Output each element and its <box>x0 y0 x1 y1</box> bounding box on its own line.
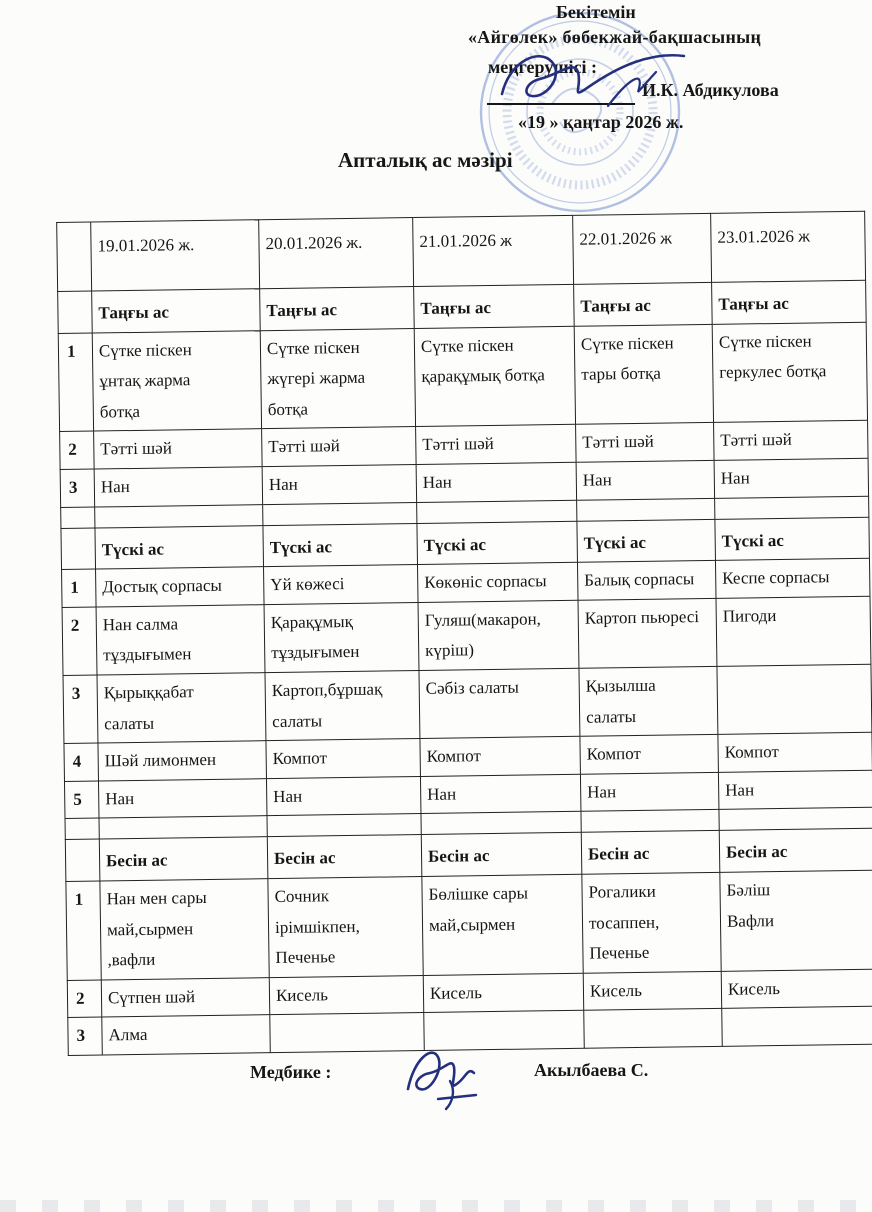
menu-row <box>62 596 871 675</box>
spacer-cell <box>267 814 421 837</box>
menu-cell: Компот <box>580 734 719 774</box>
menu-cell: Достық сорпасы <box>96 567 265 607</box>
menu-cell: Картоп пьюресі <box>578 598 717 668</box>
menu-cell: Компот <box>718 732 872 772</box>
row-number: 3 <box>68 1017 103 1055</box>
date-cell: 21.01.2026 ж <box>413 215 574 286</box>
meal-section-label: Таңғы ас <box>414 284 575 328</box>
spacer-cell <box>99 816 267 839</box>
spacer-cell <box>421 812 581 835</box>
menu-cell: Көкөніс сорпасы <box>417 562 578 602</box>
row-number: 1 <box>62 569 97 607</box>
spacer-cell <box>61 507 95 528</box>
row-number: 1 <box>58 333 93 432</box>
spacer-cell <box>715 496 869 519</box>
menu-cell: Сүтпен шәй <box>101 977 270 1017</box>
menu-cell: Қызылша салаты <box>579 666 718 736</box>
row-number: 2 <box>60 431 95 469</box>
organization-name: «Айгөлек» бөбекжай-бақшасының <box>468 27 762 47</box>
row-number: 2 <box>67 980 102 1018</box>
menu-cell: Сүтке піскен қарақұмық ботқа <box>414 326 575 427</box>
nurse-signature-icon <box>398 1037 503 1119</box>
weekly-menu-table <box>56 211 872 1056</box>
menu-cell: Нан мен сары май,сырмен ,вафли <box>100 879 269 980</box>
menu-row <box>58 322 867 432</box>
spacer-cell <box>263 502 417 525</box>
menu-cell: Кисель <box>721 969 872 1009</box>
menu-cell: Картоп,бұршақ салаты <box>265 670 420 740</box>
date-cell: 23.01.2026 ж <box>711 211 866 282</box>
menu-cell: Кисель <box>269 975 424 1015</box>
meal-section-label: Түскі ас <box>95 525 264 569</box>
menu-cell: Алма <box>102 1015 271 1055</box>
menu-cell: Тәтті шәй <box>576 423 715 463</box>
num-cell <box>65 839 100 881</box>
director-signature-icon <box>488 42 723 117</box>
menu-cell: Нан <box>266 776 421 816</box>
spacer-cell <box>95 504 263 527</box>
spacer-cell <box>577 498 715 521</box>
approval-word: Бекітемін <box>556 2 636 22</box>
menu-cell: Сүтке піскен ұнтақ жарма ботқа <box>92 330 261 431</box>
menu-cell: Қырыққабат салаты <box>97 673 266 744</box>
director-name: И.К. Абдикулова <box>642 80 779 100</box>
menu-cell: Нан <box>576 460 715 500</box>
menu-cell: Гуляш(макарон, күріш) <box>418 600 579 670</box>
footer <box>0 1035 872 1125</box>
menu-cell: Нан <box>714 458 869 498</box>
menu-cell: Қарақұмық тұздығымен <box>264 602 419 672</box>
page-title: Апталық ас мәзірі <box>338 148 513 172</box>
menu-row <box>63 664 872 743</box>
menu-cell: Сүтке піскен тары ботқа <box>574 324 713 425</box>
menu-cell: Тәтті шәй <box>94 429 263 469</box>
menu-cell: Сүтке піскен геркулес ботқа <box>712 322 867 423</box>
menu-cell: Компот <box>266 739 421 779</box>
row-number: 3 <box>60 469 95 507</box>
row-number: 5 <box>64 781 99 819</box>
num-cell <box>58 291 93 333</box>
nurse-label: Медбике : <box>250 1062 332 1082</box>
row-number: 3 <box>63 675 98 744</box>
meal-section-label: Бесін ас <box>581 831 720 875</box>
date-cell: 20.01.2026 ж. <box>259 218 414 289</box>
menu-cell: Нан <box>98 778 267 818</box>
meal-section-label: Таңғы ас <box>712 280 867 324</box>
row-number: 2 <box>62 607 97 676</box>
menu-cell: Сочник ірімшікпен, Печенье <box>268 876 423 977</box>
menu-cell: Пигоди <box>716 596 871 666</box>
row-number: 1 <box>66 881 101 980</box>
menu-cell: Нан <box>94 467 263 507</box>
spacer-cell <box>65 818 99 839</box>
meal-section-label: Түскі ас <box>577 519 716 563</box>
menu-cell: Нан <box>262 465 417 505</box>
meal-section-label: Түскі ас <box>417 521 578 565</box>
menu-cell: Нан <box>416 462 577 502</box>
menu-cell: Бөлішке сары май,сырмен <box>422 874 583 975</box>
meal-section-label: Түскі ас <box>715 517 870 561</box>
menu-cell: Тәтті шәй <box>416 425 577 465</box>
menu-cell: Бәліш Вафли <box>720 870 872 971</box>
meal-section-label: Таңғы ас <box>260 287 415 331</box>
meal-section-label: Таңғы ас <box>574 282 713 326</box>
dates-row <box>57 211 866 291</box>
menu-cell: Сүтке піскен жүгері жарма ботқа <box>260 328 415 429</box>
menu-cell <box>717 664 872 734</box>
menu-cell: Компот <box>420 736 581 776</box>
meal-section-label: Таңғы ас <box>92 289 261 333</box>
meal-section-label: Бесін ас <box>99 837 268 881</box>
spacer-cell <box>719 808 872 831</box>
date-cell: 22.01.2026 ж <box>573 213 712 284</box>
row-number: 4 <box>64 743 99 781</box>
menu-cell: Шәй лимонмен <box>98 741 267 781</box>
menu-cell: Үй көжесі <box>264 565 419 605</box>
meal-section-label: Бесін ас <box>267 835 422 879</box>
approval-date: «19 » қаңтар 2026 ж. <box>518 112 684 132</box>
menu-cell: Тәтті шәй <box>262 427 417 467</box>
menu-cell: Тәтті шәй <box>714 421 869 461</box>
menu-cell: Кисель <box>583 971 722 1011</box>
menu-cell: Нан <box>420 774 581 814</box>
menu-cell: Нан <box>718 770 872 810</box>
scan-artifact <box>0 1200 872 1212</box>
menu-row <box>66 870 872 980</box>
date-cell: 19.01.2026 ж. <box>91 220 260 291</box>
meal-section-label: Түскі ас <box>263 523 418 567</box>
menu-cell: Балық сорпасы <box>577 561 716 601</box>
menu-cell: Нан салма тұздығымен <box>96 604 265 675</box>
spacer-cell <box>581 810 719 833</box>
menu-table-body <box>57 211 872 1055</box>
meal-section-label: Бесін ас <box>719 829 872 873</box>
menu-cell: Рогалики тосаппен, Печенье <box>582 872 721 973</box>
nurse-name: Акылбаева С. <box>534 1060 649 1080</box>
menu-cell: Кисель <box>423 973 584 1013</box>
spacer-cell <box>417 500 577 523</box>
menu-cell: Нан <box>580 772 719 812</box>
director-title: меңгерушісі : <box>488 57 598 77</box>
meal-section-label: Бесін ас <box>421 833 582 877</box>
corner-cell <box>57 222 92 291</box>
menu-cell: Сәбіз салаты <box>419 668 580 738</box>
menu-cell: Кеспе сорпасы <box>715 558 870 598</box>
num-cell <box>61 528 96 570</box>
